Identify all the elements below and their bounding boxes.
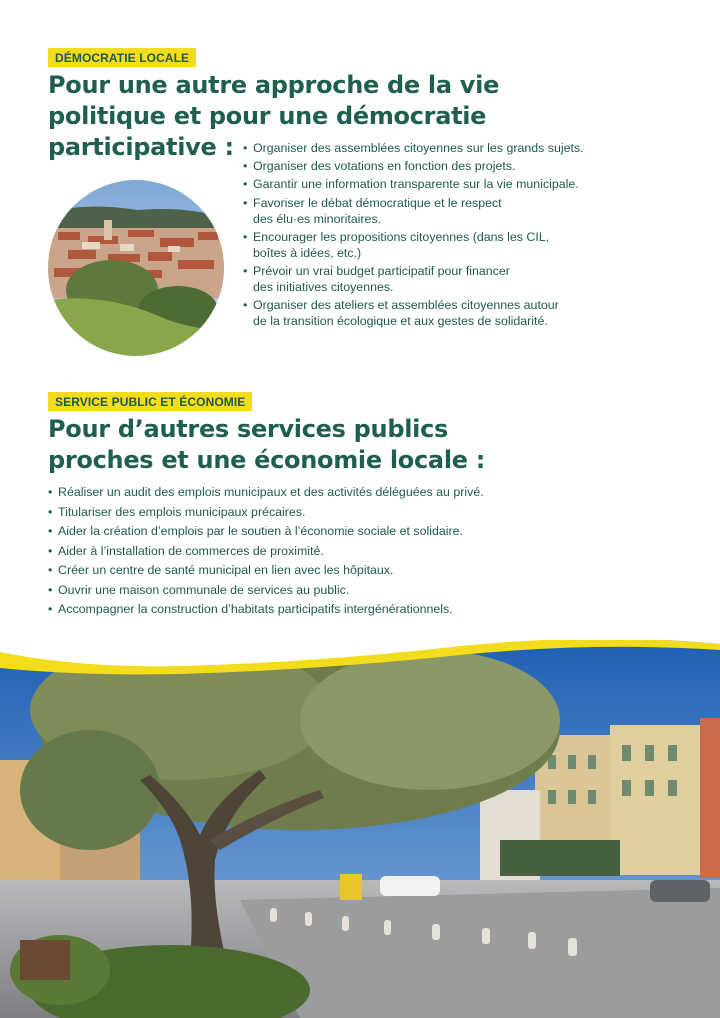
list-item: • Prévoir un vrai budget participatif pour financer des initiatives citoyennes. [243,263,683,295]
list-item: • Favoriser le débat démocratique et le respect des élu·es minoritaires. [243,195,683,227]
town-square-photo [0,640,720,1018]
list-item: • Accompagner la construction d’habitats participatifs intergénérationnels. [48,600,688,620]
title-line: Pour une autre approche de la vie [48,71,500,99]
service-public-list [48,483,688,620]
list-item: • Organiser des ateliers et assemblées citoyennes autour de la transition écologique et aux gestes de solidarité. [243,297,683,329]
list-item: • Titulariser des emplois municipaux précaires. [48,503,688,523]
list-item: • Organiser des votations en fonction des projets. [243,158,683,174]
section-title-service-public [48,414,485,476]
list-item: • Aider à l’installation de commerces de proximité. [48,542,688,562]
title-line: Pour d’autres services publics [48,415,448,443]
section-tag-service-public: SERVICE PUBLIC ET ÉCONOMIE [48,392,252,411]
list-item: • Aider la création d’emplois par le soutien à l’économie sociale et solidaire. [48,522,688,542]
list-item: • Réaliser un audit des emplois municipaux et des activités déléguées au privé. [48,483,688,503]
list-item: • Garantir une information transparente sur la vie municipale. [243,176,683,192]
town-view-photo [48,180,224,356]
title-line: politique et pour une démocratie [48,102,487,130]
list-item: • Organiser des assemblées citoyennes sur les grands sujets. [243,140,683,156]
title-line: participative : [48,133,234,161]
section-tag-democratie: DÉMOCRATIE LOCALE [48,48,196,67]
democratie-list [243,140,683,331]
list-item: • Ouvrir une maison communale de services au public. [48,581,688,601]
list-item: • Encourager les propositions citoyennes (dans les CIL, boîtes à idées, etc.) [243,229,683,261]
title-line: proches et une économie locale : [48,446,486,474]
list-item: • Créer un centre de santé municipal en lien avec les hôpitaux. [48,561,688,581]
